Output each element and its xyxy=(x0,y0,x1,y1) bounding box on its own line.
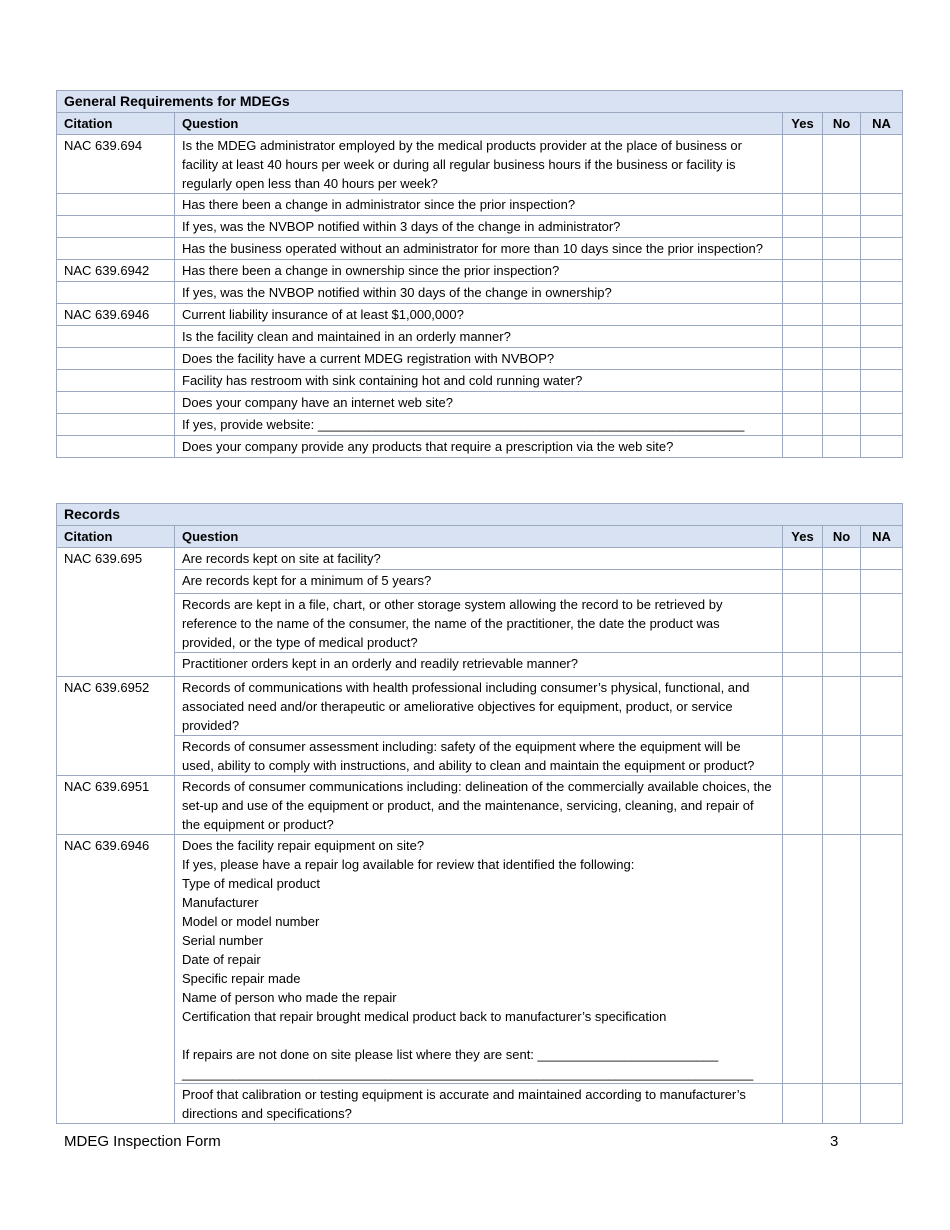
citation-cell xyxy=(57,216,175,238)
no-header: No xyxy=(823,113,861,135)
no-checkbox-cell[interactable] xyxy=(823,282,861,304)
citation-cell xyxy=(57,348,175,370)
no-checkbox-cell[interactable] xyxy=(823,326,861,348)
yes-checkbox-cell[interactable] xyxy=(783,736,823,776)
yes-checkbox-cell[interactable] xyxy=(783,548,823,570)
citation-cell xyxy=(57,436,175,458)
citation-header: Citation xyxy=(57,113,175,135)
na-checkbox-cell[interactable] xyxy=(861,370,903,392)
table-row xyxy=(57,677,903,736)
question-cell: If yes, was the NVBOP notified within 3 days of the change in administrator? xyxy=(175,216,783,238)
no-checkbox-cell[interactable] xyxy=(823,260,861,282)
question-cell: Records of communications with health professional including consumer’s physical, functional, and associated need and/or therapeutic or ameliorative objectives for equipment, product, or service provided? xyxy=(175,677,783,736)
no-checkbox-cell[interactable] xyxy=(823,570,861,594)
table-row xyxy=(57,594,903,653)
no-checkbox-cell[interactable] xyxy=(823,414,861,436)
question-cell: Is the MDEG administrator employed by the medical products provider at the place of business or facility at least 40 hours per week or during all regular business hours if the business or facility is regularly open less than 40 hours per week? xyxy=(175,135,783,194)
yes-checkbox-cell[interactable] xyxy=(783,570,823,594)
no-checkbox-cell[interactable] xyxy=(823,135,861,194)
citation-cell: NAC 639.6942 xyxy=(57,260,175,282)
yes-checkbox-cell[interactable] xyxy=(783,776,823,835)
question-cell: If yes, provide website: ___________________________________________________________ xyxy=(175,414,783,436)
na-checkbox-cell[interactable] xyxy=(861,570,903,594)
na-checkbox-cell[interactable] xyxy=(861,677,903,736)
no-checkbox-cell[interactable] xyxy=(823,194,861,216)
table-row xyxy=(57,135,903,194)
question-cell: Has there been a change in ownership since the prior inspection? xyxy=(175,260,783,282)
na-checkbox-cell[interactable] xyxy=(861,348,903,370)
footer-form-name: MDEG Inspection Form xyxy=(64,1133,221,1150)
no-checkbox-cell[interactable] xyxy=(823,370,861,392)
citation-cell xyxy=(57,282,175,304)
citation-cell xyxy=(57,392,175,414)
no-checkbox-cell[interactable] xyxy=(823,216,861,238)
no-checkbox-cell[interactable] xyxy=(823,736,861,776)
na-checkbox-cell[interactable] xyxy=(861,238,903,260)
citation-cell xyxy=(57,194,175,216)
no-checkbox-cell[interactable] xyxy=(823,677,861,736)
na-checkbox-cell[interactable] xyxy=(861,548,903,570)
yes-checkbox-cell[interactable] xyxy=(783,194,823,216)
citation-cell: NAC 639.6946 xyxy=(57,835,175,1124)
yes-checkbox-cell[interactable] xyxy=(783,348,823,370)
no-checkbox-cell[interactable] xyxy=(823,1084,861,1124)
table-row xyxy=(57,238,903,260)
question-cell: Does your company provide any products that require a prescription via the web site? xyxy=(175,436,783,458)
section-title-records: Records xyxy=(57,504,903,526)
records-table xyxy=(56,503,903,1124)
question-cell: Current liability insurance of at least $1,000,000? xyxy=(175,304,783,326)
no-checkbox-cell[interactable] xyxy=(823,594,861,653)
na-checkbox-cell[interactable] xyxy=(861,392,903,414)
yes-header: Yes xyxy=(783,113,823,135)
yes-header: Yes xyxy=(783,526,823,548)
na-checkbox-cell[interactable] xyxy=(861,282,903,304)
table-row xyxy=(57,1084,903,1124)
yes-checkbox-cell[interactable] xyxy=(783,677,823,736)
question-cell: Records of consumer assessment including: safety of the equipment where the equipment will be used, ability to comply with instructions, and ability to clean and maintain the equipment or product? xyxy=(175,736,783,776)
table-row xyxy=(57,326,903,348)
question-cell: Are records kept for a minimum of 5 years? xyxy=(175,570,783,594)
na-checkbox-cell[interactable] xyxy=(861,653,903,677)
no-header: No xyxy=(823,526,861,548)
citation-cell: NAC 639.695 xyxy=(57,548,175,677)
yes-checkbox-cell[interactable] xyxy=(783,414,823,436)
question-header: Question xyxy=(175,526,783,548)
table-row xyxy=(57,548,903,570)
no-checkbox-cell[interactable] xyxy=(823,436,861,458)
na-checkbox-cell[interactable] xyxy=(861,216,903,238)
footer-page-number: 3 xyxy=(830,1133,839,1150)
no-checkbox-cell[interactable] xyxy=(823,392,861,414)
question-cell: Facility has restroom with sink containing hot and cold running water? xyxy=(175,370,783,392)
citation-cell xyxy=(57,414,175,436)
table-row xyxy=(57,304,903,326)
table-row xyxy=(57,216,903,238)
yes-checkbox-cell[interactable] xyxy=(783,370,823,392)
yes-checkbox-cell[interactable] xyxy=(783,653,823,677)
yes-checkbox-cell[interactable] xyxy=(783,392,823,414)
na-checkbox-cell[interactable] xyxy=(861,260,903,282)
yes-checkbox-cell[interactable] xyxy=(783,594,823,653)
question-cell: Has there been a change in administrator since the prior inspection? xyxy=(175,194,783,216)
table-row xyxy=(57,736,903,776)
yes-checkbox-cell[interactable] xyxy=(783,282,823,304)
na-checkbox-cell[interactable] xyxy=(861,736,903,776)
na-checkbox-cell[interactable] xyxy=(861,326,903,348)
table-row xyxy=(57,835,903,1084)
table-row xyxy=(57,392,903,414)
table-row xyxy=(57,348,903,370)
table-row xyxy=(57,194,903,216)
question-cell: Practitioner orders kept in an orderly and readily retrievable manner? xyxy=(175,653,783,677)
na-checkbox-cell[interactable] xyxy=(861,194,903,216)
citation-cell: NAC 639.694 xyxy=(57,135,175,194)
no-checkbox-cell[interactable] xyxy=(823,548,861,570)
general-requirements-table xyxy=(56,90,903,458)
citation-header: Citation xyxy=(57,526,175,548)
no-checkbox-cell[interactable] xyxy=(823,304,861,326)
na-checkbox-cell[interactable] xyxy=(861,594,903,653)
question-cell: Proof that calibration or testing equipment is accurate and maintained according to manufacturer’s directions and specifications? xyxy=(175,1084,783,1124)
na-checkbox-cell[interactable] xyxy=(861,1084,903,1124)
table-row xyxy=(57,776,903,835)
table-row xyxy=(57,260,903,282)
citation-cell xyxy=(57,370,175,392)
question-cell: Does your company have an internet web site? xyxy=(175,392,783,414)
yes-checkbox-cell[interactable] xyxy=(783,260,823,282)
question-cell: Is the facility clean and maintained in an orderly manner? xyxy=(175,326,783,348)
question-cell: Records are kept in a file, chart, or other storage system allowing the record to be retrieved by reference to the name of the consumer, the name of the practitioner, the date the product was provided, or the type of medical product? xyxy=(175,594,783,653)
citation-cell xyxy=(57,326,175,348)
question-cell: Has the business operated without an administrator for more than 10 days since the prior inspection? xyxy=(175,238,783,260)
na-checkbox-cell[interactable] xyxy=(861,304,903,326)
question-cell: Records of consumer communications including: delineation of the commercially available choices, the set-up and use of the equipment or product, and the maintenance, servicing, cleaning, and repair of the equipment or product? xyxy=(175,776,783,835)
na-header: NA xyxy=(861,526,903,548)
no-checkbox-cell[interactable] xyxy=(823,348,861,370)
no-checkbox-cell[interactable] xyxy=(823,776,861,835)
table-row xyxy=(57,570,903,594)
yes-checkbox-cell[interactable] xyxy=(783,835,823,1084)
yes-checkbox-cell[interactable] xyxy=(783,135,823,194)
citation-cell: NAC 639.6951 xyxy=(57,776,175,835)
yes-checkbox-cell[interactable] xyxy=(783,326,823,348)
question-cell: Are records kept on site at facility? xyxy=(175,548,783,570)
citation-cell: NAC 639.6946 xyxy=(57,304,175,326)
question-cell: If yes, was the NVBOP notified within 30 days of the change in ownership? xyxy=(175,282,783,304)
yes-checkbox-cell[interactable] xyxy=(783,436,823,458)
table-row xyxy=(57,436,903,458)
question-header: Question xyxy=(175,113,783,135)
no-checkbox-cell[interactable] xyxy=(823,835,861,1084)
citation-cell xyxy=(57,238,175,260)
question-cell: Does the facility have a current MDEG registration with NVBOP? xyxy=(175,348,783,370)
na-checkbox-cell[interactable] xyxy=(861,414,903,436)
yes-checkbox-cell[interactable] xyxy=(783,238,823,260)
no-checkbox-cell[interactable] xyxy=(823,238,861,260)
table-row xyxy=(57,370,903,392)
yes-checkbox-cell[interactable] xyxy=(783,216,823,238)
citation-cell: NAC 639.6952 xyxy=(57,677,175,776)
na-checkbox-cell[interactable] xyxy=(861,135,903,194)
table-row xyxy=(57,414,903,436)
yes-checkbox-cell[interactable] xyxy=(783,304,823,326)
question-cell: Does the facility repair equipment on site? If yes, please have a repair log available for review that identified the following: Type of medical product Manufacturer Model or model number Serial number Date of repair Specific repair made Name of person who made the repair Certification that repair brought medical product back to manufacturer’s specification If repairs are not done on site please list where they are sent: _________________________ _______________________________________________________________________________ xyxy=(175,835,783,1084)
na-checkbox-cell[interactable] xyxy=(861,776,903,835)
section-title-general: General Requirements for MDEGs xyxy=(57,91,903,113)
table-row xyxy=(57,282,903,304)
na-checkbox-cell[interactable] xyxy=(861,835,903,1084)
na-header: NA xyxy=(861,113,903,135)
na-checkbox-cell[interactable] xyxy=(861,436,903,458)
no-checkbox-cell[interactable] xyxy=(823,653,861,677)
yes-checkbox-cell[interactable] xyxy=(783,1084,823,1124)
table-row xyxy=(57,653,903,677)
